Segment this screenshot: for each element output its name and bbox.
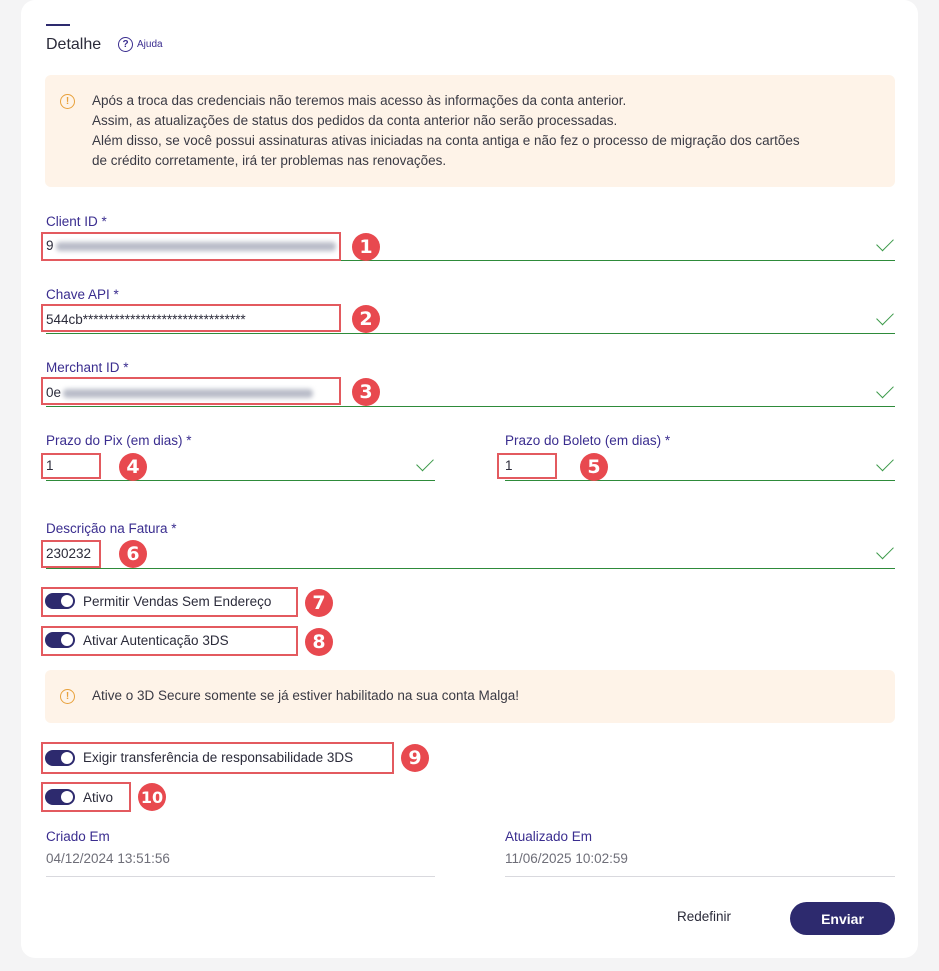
api-key-input[interactable]: 544cb******************************* (46, 312, 246, 327)
annotation-badge: 7 (305, 589, 333, 617)
annotation-badge: 3 (352, 378, 380, 406)
auth-3ds-label: Ativar Autenticação 3DS (83, 633, 229, 648)
liability-shift-3ds-label: Exigir transferência de responsabilidade 3DS (83, 750, 354, 765)
annotation-box (41, 626, 298, 656)
boleto-days-underline (505, 480, 895, 481)
help-link[interactable] (118, 37, 163, 52)
client-id-value: 9 (46, 238, 54, 253)
valid-check-icon (876, 454, 894, 472)
annotation-badge: 10 (138, 783, 166, 811)
created-at-value: 04/12/2024 13:51:56 (46, 851, 170, 866)
updated-at-value: 11/06/2025 10:02:59 (505, 851, 628, 866)
detail-card (21, 0, 918, 958)
help-icon: ? (118, 37, 133, 52)
api-key-label: Chave API * (46, 287, 119, 302)
annotation-badge: 9 (401, 744, 429, 772)
annotation-box (41, 453, 101, 479)
created-at-underline (46, 876, 435, 877)
annotation-box (41, 782, 131, 812)
3ds-warning-alert (45, 670, 895, 723)
valid-check-icon (876, 542, 894, 560)
client-id-label: Client ID * (46, 214, 107, 229)
annotation-box (41, 742, 394, 774)
page-title: Detalhe (46, 36, 102, 53)
annotation-box (41, 232, 341, 261)
valid-check-icon (416, 454, 434, 472)
invoice-description-label: Descrição na Fatura * (46, 521, 177, 536)
merchant-id-underline (46, 406, 895, 407)
alert-text: Ative o 3D Secure somente se já estiver habilitado na sua conta Malga! (92, 688, 519, 703)
help-label: Ajuda (137, 39, 163, 50)
annotation-badge: 5 (580, 453, 608, 481)
alert-line: de crédito corretamente, irá ter problemas nas renovações. (92, 153, 447, 168)
valid-check-icon (876, 308, 894, 326)
alert-line: Além disso, se você possui assinaturas ativas iniciadas na conta antiga e não fez o processo de migração dos cartões (92, 133, 800, 148)
annotation-badge: 4 (119, 453, 147, 481)
updated-at-underline (505, 876, 895, 877)
merchant-id-label: Merchant ID * (46, 360, 129, 375)
sell-without-address-label: Permitir Vendas Sem Endereço (83, 594, 272, 609)
updated-at-label: Atualizado Em (505, 829, 593, 844)
pix-days-underline (46, 480, 435, 481)
pix-days-label: Prazo do Pix (em dias) * (46, 433, 192, 448)
active-label: Ativo (83, 790, 114, 805)
pix-days-input[interactable]: 1 (46, 458, 54, 473)
created-at-label: Criado Em (46, 829, 110, 844)
annotation-box (497, 453, 557, 479)
annotation-box (41, 587, 298, 617)
merchant-id-value: 0e (46, 385, 62, 400)
annotation-box (41, 540, 101, 568)
annotation-badge: 8 (305, 628, 333, 656)
warning-circle-icon: ! (60, 689, 75, 704)
invoice-description-underline (46, 568, 895, 569)
annotation-badge: 2 (352, 305, 380, 333)
valid-check-icon (876, 381, 894, 399)
annotation-box (41, 304, 341, 332)
boleto-days-label: Prazo do Boleto (em dias) * (505, 433, 671, 448)
annotation-badge: 6 (119, 540, 147, 568)
alert-line: Assim, as atualizações de status dos pedidos da conta anterior não serão processadas. (92, 113, 618, 128)
api-key-underline (46, 333, 895, 334)
title-accent-line (46, 24, 70, 26)
reset-button[interactable]: Redefinir (677, 909, 732, 924)
invoice-description-input[interactable]: 230232 (46, 546, 92, 561)
boleto-days-input[interactable]: 1 (505, 458, 513, 473)
alert-line: Após a troca das credenciais não teremos mais acesso às informações da conta anterior. (92, 93, 627, 108)
annotation-box (41, 377, 341, 405)
annotation-badge: 1 (352, 233, 380, 261)
credentials-warning-alert (45, 75, 895, 187)
warning-circle-icon: ! (60, 94, 75, 109)
submit-button[interactable]: Enviar (790, 902, 895, 935)
valid-check-icon (876, 234, 894, 252)
